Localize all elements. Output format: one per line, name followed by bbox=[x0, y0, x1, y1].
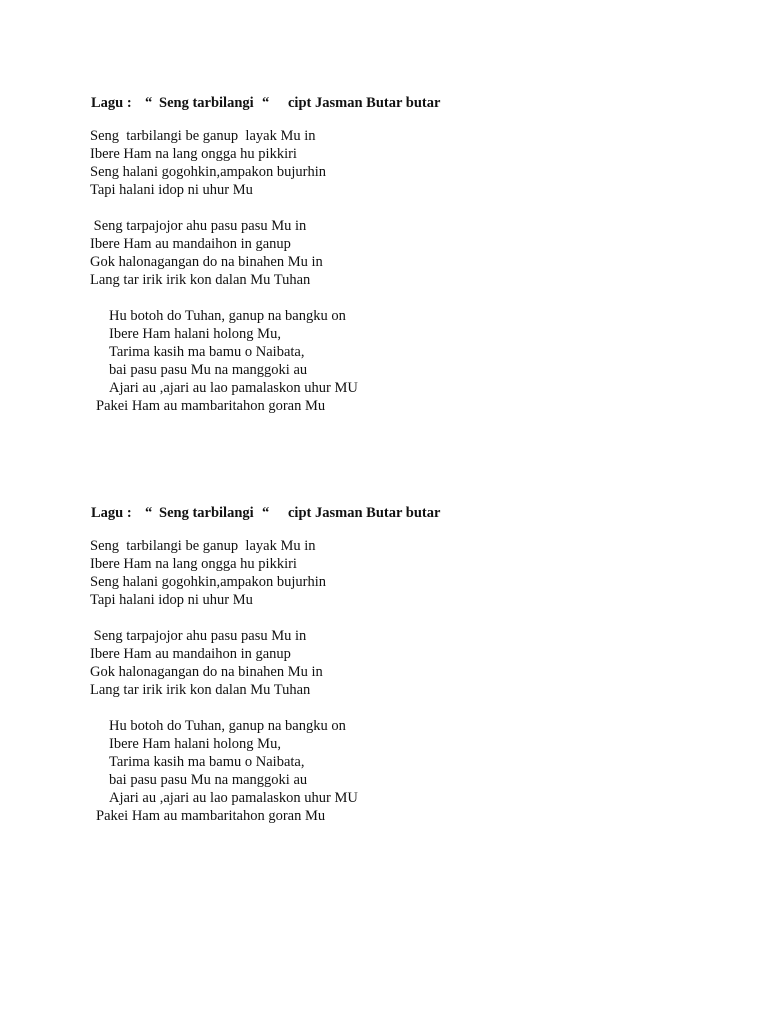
lyric-line: Tarima kasih ma bamu o Naibata, bbox=[109, 344, 305, 360]
song-title-line bbox=[0, 94, 441, 112]
composer-credit: cipt Jasman Butar butar bbox=[288, 505, 441, 521]
lyric-line: Seng tarbilangi be ganup layak Mu in bbox=[90, 128, 316, 144]
lyric-line: Ibere Ham au mandaihon in ganup bbox=[90, 236, 291, 252]
song-title-line bbox=[0, 504, 441, 522]
lyric-line: Pakei Ham au mambaritahon goran Mu bbox=[96, 808, 326, 824]
song-name: Seng tarbilangi bbox=[159, 95, 254, 111]
lyric-line: Lang tar irik irik kon dalan Mu Tuhan bbox=[90, 272, 311, 288]
lyric-line: Ajari au ,ajari au lao pamalaskon uhur MU bbox=[109, 380, 358, 396]
lyric-line: Tapi halani idop ni uhur Mu bbox=[90, 592, 253, 608]
lyric-line: Tarima kasih ma bamu o Naibata, bbox=[109, 754, 305, 770]
lyric-line: Pakei Ham au mambaritahon goran Mu bbox=[96, 398, 326, 414]
lyric-line: bai pasu pasu Mu na manggoki au bbox=[109, 362, 308, 378]
lyric-line: Seng halani gogohkin,ampakon bujurhin bbox=[90, 574, 326, 590]
lyric-line: Seng tarpajojor ahu pasu pasu Mu in bbox=[90, 218, 307, 234]
title-close-quote: “ bbox=[262, 95, 270, 111]
title-label: Lagu : bbox=[91, 505, 132, 521]
lyric-line: Lang tar irik irik kon dalan Mu Tuhan bbox=[90, 682, 311, 698]
lyric-line: Seng tarpajojor ahu pasu pasu Mu in bbox=[90, 628, 307, 644]
lyric-line: Gok halonagangan do na binahen Mu in bbox=[90, 664, 323, 680]
lyric-line: Gok halonagangan do na binahen Mu in bbox=[90, 254, 323, 270]
title-open-quote: “ bbox=[145, 95, 153, 111]
lyric-line: Seng halani gogohkin,ampakon bujurhin bbox=[90, 164, 326, 180]
lyric-line: Ajari au ,ajari au lao pamalaskon uhur MU bbox=[109, 790, 358, 806]
lyric-line: Ibere Ham halani holong Mu, bbox=[109, 736, 281, 752]
lyric-line: Ibere Ham na lang ongga hu pikkiri bbox=[90, 146, 297, 162]
title-close-quote: “ bbox=[262, 505, 270, 521]
lyric-line: Ibere Ham halani holong Mu, bbox=[109, 326, 281, 342]
lyric-line: Ibere Ham na lang ongga hu pikkiri bbox=[90, 556, 297, 572]
lyric-line: Seng tarbilangi be ganup layak Mu in bbox=[90, 538, 316, 554]
lyric-line: Tapi halani idop ni uhur Mu bbox=[90, 182, 253, 198]
composer-credit: cipt Jasman Butar butar bbox=[288, 95, 441, 111]
song-name: Seng tarbilangi bbox=[159, 505, 254, 521]
lyric-line: Hu botoh do Tuhan, ganup na bangku on bbox=[109, 718, 346, 734]
title-open-quote: “ bbox=[145, 505, 153, 521]
title-label: Lagu : bbox=[91, 95, 132, 111]
lyric-line: Hu botoh do Tuhan, ganup na bangku on bbox=[109, 308, 346, 324]
lyric-line: Ibere Ham au mandaihon in ganup bbox=[90, 646, 291, 662]
lyric-line: bai pasu pasu Mu na manggoki au bbox=[109, 772, 308, 788]
